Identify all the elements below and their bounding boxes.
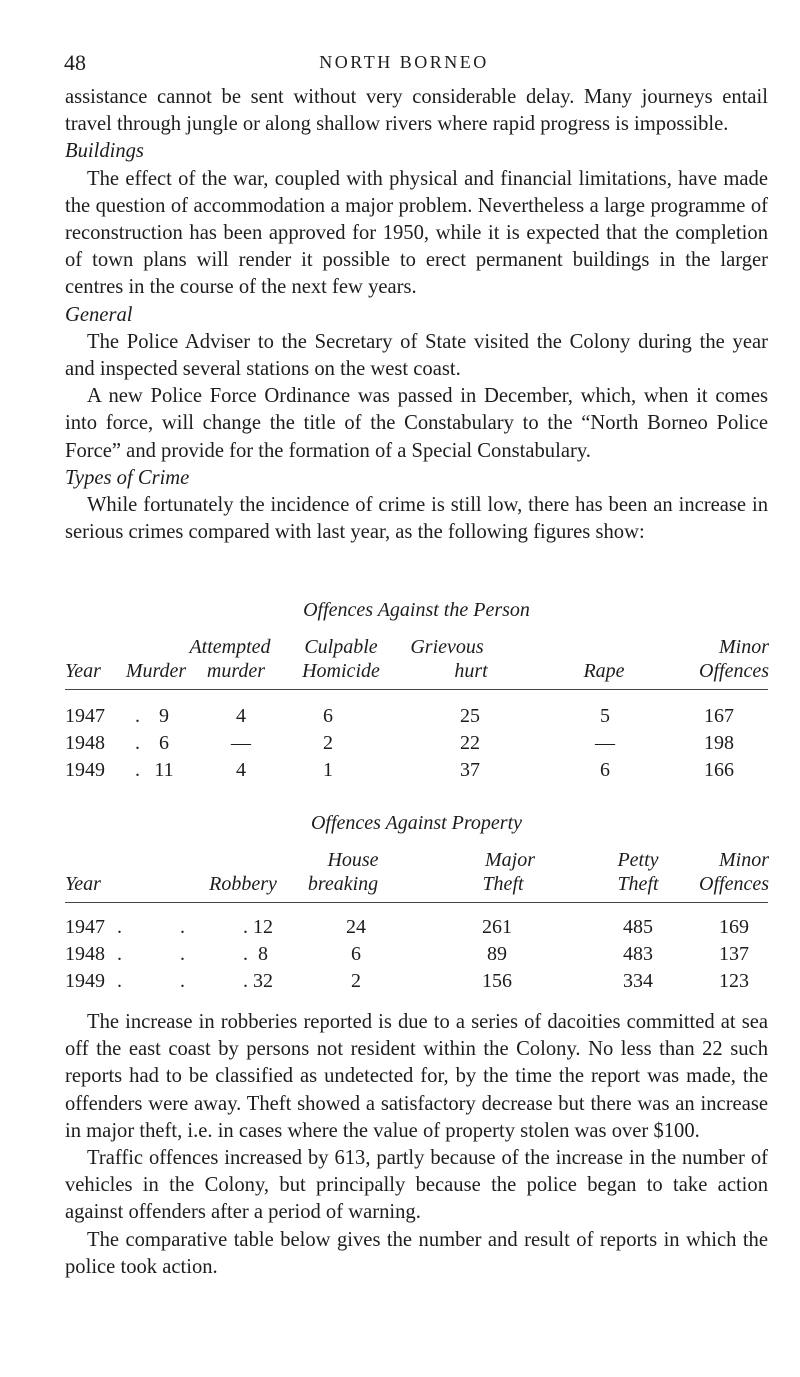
page-number: 48 [64,50,86,75]
murder-cell: 9 [159,705,169,727]
table-row [65,705,768,731]
types-of-crime-heading: Types of Crime [65,466,190,489]
comparative-table-paragraph: The comparative table below gives the number and result of reports in which the police took action. [65,1228,768,1278]
house-breaking-cell: 24 [346,916,366,938]
dot-leader: . . . [117,970,250,992]
column-header: Year [65,660,101,682]
minor-offences-cell: 198 [704,732,734,754]
offences-property-table [65,812,768,1002]
culpable-homicide-cell: 2 [323,732,333,754]
column-header: hurt [454,660,488,682]
header-rule [65,902,768,903]
general-paragraph-1: The Police Adviser to the Secretary of State visited the Colony during the year and inspected several stations on the west coast. [65,330,768,381]
robbery-cell: 12 [253,916,273,938]
dot-leader: . [135,705,142,727]
table-row [65,943,768,969]
intro-paragraph: assistance cannot be sent without very considerable delay. Many journeys entail travel through jungle or along shallow rivers where rapid progress is impossible. [65,86,768,136]
column-header-line1: Attempted [189,636,271,658]
running-title: NORTH BORNEO [319,52,489,72]
year-cell: 1947 [65,916,105,938]
buildings-paragraph: The effect of the war, coupled with physical and financial limitations, have made the question of accommodation a major problem. Nevertheless a large programme of reconstruction has been approved for 1950, while it is expected that the completion of town plans will render it possible to erect permanent buildings in the larger centres in the course of the next few years. [65,167,768,299]
dot-leader: . . . [117,943,250,965]
column-header-line1: Minor [719,636,769,658]
minor-offences-cell: 169 [719,916,749,938]
column-header-line1: Minor [719,849,769,871]
minor-offences-cell: 167 [704,705,734,727]
minor-offences-cell: 123 [719,970,749,992]
culpable-homicide-cell: 6 [323,705,333,727]
lower-text-block [65,1009,768,1281]
year-cell: 1948 [65,732,105,754]
rape-cell: 5 [600,705,610,727]
column-header: murder [206,660,266,682]
table-caption: Offences Against the Person [303,599,530,621]
column-header: Theft [482,873,524,895]
page-header [64,50,744,80]
minor-offences-cell: 166 [704,759,734,781]
column-header: Offences [699,873,769,895]
attempted-murder-cell: 4 [236,759,246,781]
column-header: Offences [699,660,769,682]
petty-theft-cell: 334 [623,970,653,992]
major-theft-cell: 89 [487,943,507,965]
rape-cell: — [595,732,615,754]
column-header-line1: Major [485,849,535,871]
general-paragraph-2: A new Police Force Ordinance was passed in December, which, when it comes into force, will change the title of the Constabulary to the “North Borneo Police Force” and provide for the formation of a Special Constabulary. [65,385,768,462]
murder-cell: 11 [154,759,174,781]
attempted-murder-cell: 4 [236,705,246,727]
column-header: Murder [125,660,187,682]
house-breaking-cell: 6 [351,943,361,965]
table-row [65,916,768,942]
offences-person-table [65,599,768,795]
types-of-crime-paragraph: While fortunately the incidence of crime is still low, there has been an increase in serious crimes compared with last year, as the following figures show: [65,494,768,544]
year-cell: 1947 [65,705,105,727]
table-row [65,970,768,996]
table-caption: Offences Against Property [310,812,523,834]
grievous-hurt-cell: 25 [460,705,480,727]
grievous-hurt-cell: 22 [460,732,480,754]
column-header: Robbery [209,873,277,895]
column-header-line1: Grievous [410,636,484,658]
attempted-murder-cell: — [231,732,251,754]
robbery-cell: 32 [253,970,273,992]
table-row [65,732,768,758]
column-header-line1: Culpable [304,636,378,658]
column-header-line1: House [327,849,379,871]
year-cell: 1948 [65,943,105,965]
rape-cell: 6 [600,759,610,781]
upper-text-block [65,84,768,546]
header-rule [65,689,768,690]
dot-leader: . . . [117,916,250,938]
dot-leader: . [135,732,142,754]
minor-offences-cell: 137 [719,943,749,965]
robberies-paragraph: The increase in robberies reported is due to a series of dacoities committed at sea off the east coast by persons not resident within the Colony. No less than 22 such reports had to be classified as undetected for, by the time the report was made, the offenders were away. Theft showed a satisfactory decrease but there was an increase in major theft, i.e. in cases where the value of property stolen was over $100. [65,1011,768,1142]
year-cell: 1949 [65,759,105,781]
culpable-homicide-cell: 1 [323,759,333,781]
column-header: Theft [617,873,659,895]
petty-theft-cell: 485 [623,916,653,938]
buildings-heading: Buildings [65,140,144,163]
column-header: Rape [583,660,625,682]
column-header: Homicide [302,660,380,682]
traffic-paragraph: Traffic offences increased by 613, partly because of the increase in the number of vehicles in the Colony, but principally because the police began to take action against offenders after a period of warning. [65,1147,768,1224]
table-row [65,759,768,785]
petty-theft-cell: 483 [623,943,653,965]
column-header: breaking [307,873,379,895]
year-cell: 1949 [65,970,105,992]
robbery-cell: 8 [258,943,268,965]
major-theft-cell: 261 [482,916,512,938]
column-header: Year [65,873,101,895]
house-breaking-cell: 2 [351,970,361,992]
dot-leader: . [135,759,142,781]
grievous-hurt-cell: 37 [460,759,480,781]
general-heading: General [65,303,133,326]
major-theft-cell: 156 [482,970,512,992]
column-header-line1: Petty [617,849,659,871]
murder-cell: 6 [159,732,169,754]
